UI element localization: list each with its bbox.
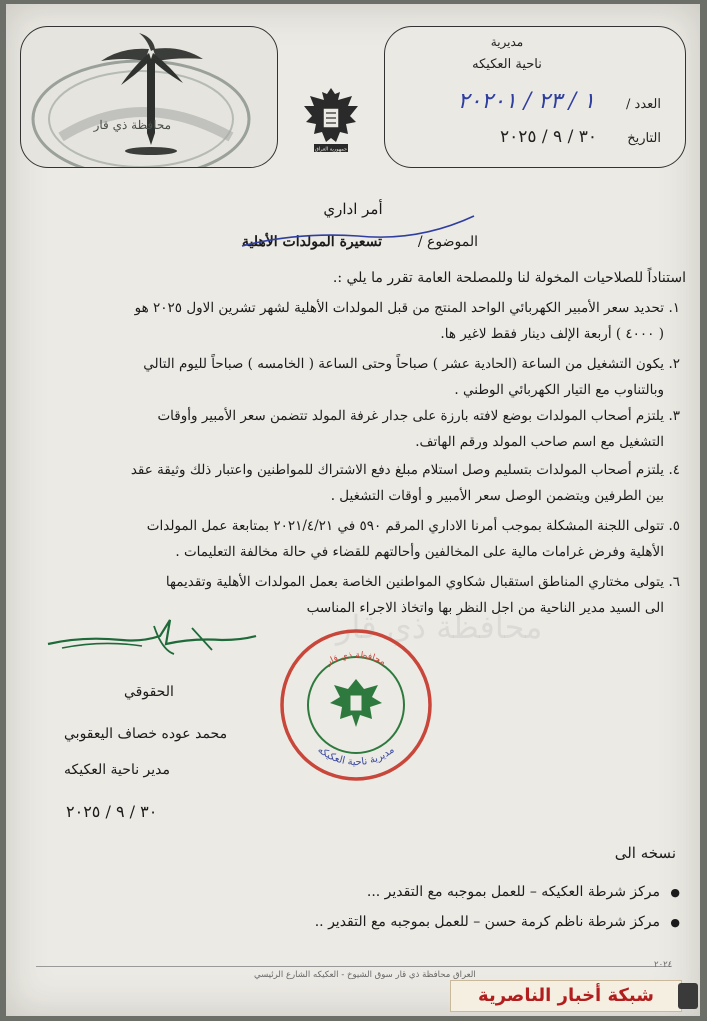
item-line: تحديد سعر الأمبير الكهربائي الواحد المنتج من قبل المولدات الأهلية لشهر تشرين الاول ٢٠٢٥ هو	[134, 300, 664, 316]
signer-name: محمد عوده خصاف اليعقوبي	[64, 726, 228, 742]
footer-address: العراق محافظة ذي قار سوق الشيوخ - العكيكه الشارع الرئيسي	[254, 970, 476, 980]
copy-recipient: مركز شرطة العكيكه – للعمل بموجبه مع التقدير ...	[366, 884, 660, 900]
handwritten-signature	[42, 610, 262, 666]
stamp-outer-text: مديرية ناحية العكيكه	[315, 744, 397, 769]
signer-position: مدير ناحية العكيكه	[64, 762, 171, 778]
subdistrict-label: ناحية العكيكه	[472, 57, 542, 72]
item-number: ١.	[668, 300, 680, 316]
subject-label: الموضوع /	[417, 234, 478, 250]
dhi-qar-logo	[21, 27, 277, 167]
intro-text: استناداً للصلاحيات المخولة لنا وللمصلحة العامة تقرر ما يلي :.	[332, 270, 686, 286]
official-stamp	[278, 627, 434, 783]
item-line: الأهلية وفرض غرامات مالية على المخالفين وأحالتهم للقضاء في حالة مخالفة التعليمات .	[175, 544, 664, 560]
item-number: ٤.	[668, 462, 680, 478]
item-line: وبالتناوب مع التيار الكهربائي الوطني .	[454, 382, 664, 398]
bullet-icon: ●	[670, 886, 680, 899]
iraq-eagle-emblem	[300, 82, 362, 158]
item-line: يكون التشغيل من الساعة (الحادية عشر ) صباحاً وحتى الساعة ( الخامسه ) صباحاً لليوم التالي	[143, 356, 664, 372]
date-label: التاريخ	[627, 131, 661, 146]
item-number: ٣.	[668, 408, 680, 424]
directorate-label: مديرية	[490, 35, 524, 49]
news-watermark: شبكة أخبار الناصرية	[450, 980, 682, 1012]
item-line: التشغيل مع اسم صاحب المولد ورقم الهاتف.	[415, 434, 664, 450]
signer-title: الحقوقي	[124, 684, 174, 700]
footer-divider	[36, 966, 670, 967]
bullet-icon: ●	[670, 916, 680, 929]
stamp-top-text: محافظة ذي قار	[324, 650, 388, 668]
number-label: العدد /	[626, 97, 661, 112]
emblem-caption: جمهورية العراق	[314, 146, 348, 153]
subject-underline-scribble	[238, 212, 478, 252]
item-number: ٢.	[668, 356, 680, 372]
order-title: أمر اداري	[323, 200, 383, 218]
item-line: الى السيد مدير الناحية من اجل النظر بها واتخاذ الاجراء المناسب	[306, 600, 664, 616]
svg-text:مديرية ناحية العكيكه	[315, 745, 396, 769]
copy-recipient: مركز شرطة ناظم كرمة حسن – للعمل بموجبه مع التقدير ..	[314, 914, 660, 930]
signature-date: ٣٠ / ٩ / ٢٠٢٥	[66, 802, 158, 821]
item-line: يتولى مختاري المناطق استقبال شكاوي المواطنين الخاصة بعمل المولدات الأهلية وتقديمها	[165, 574, 664, 590]
footer-year: ٢٠٢٤	[654, 960, 673, 970]
item-line: يلتزم أصحاب المولدات بتسليم وصل استلام مبلغ دفع الاشتراك للمواطنين واعتبار ذلك وثيقة عقد	[130, 462, 664, 478]
watermark-ghost-text: محافظة ذي قار	[336, 608, 543, 646]
header-info-box	[384, 26, 686, 168]
watermark-logo-icon	[678, 983, 698, 1009]
item-line: بين الطرفين ويتضمن الوصل سعر الأمبير و أوقات التشغيل .	[330, 488, 664, 504]
item-number: ٥.	[668, 518, 680, 534]
logo-text: محافظة ذي قار	[93, 118, 171, 132]
number-value: ١ / ٢٣ / ٢٠٢٠١	[457, 89, 595, 114]
copies-label: نسخه الى	[614, 844, 676, 862]
document-page	[6, 4, 700, 1016]
item-number: ٦.	[668, 574, 680, 590]
subject-value: تسعيرة المولدات الأهلية	[242, 234, 382, 250]
item-line: تتولى اللجنة المشكلة بموجب أمرنا الاداري المرقم ٥٩٠ في ٢٠٢١/٤/٢١ بمتابعة عمل المولدات	[146, 518, 664, 534]
svg-text:محافظة ذي قار	[324, 651, 387, 669]
governorate-logo-box	[20, 26, 278, 168]
date-value: ٣٠ / ٩ / ٢٠٢٥	[499, 127, 597, 147]
item-line: يلتزم أصحاب المولدات بوضع لافته بارزة على جدار غرفة المولد تتضمن سعر الأمبير وأوقات	[157, 408, 664, 424]
item-line: ( ٤٠٠٠ ) أربعة الإلف دينار فقط لاغير ها.	[440, 326, 664, 342]
